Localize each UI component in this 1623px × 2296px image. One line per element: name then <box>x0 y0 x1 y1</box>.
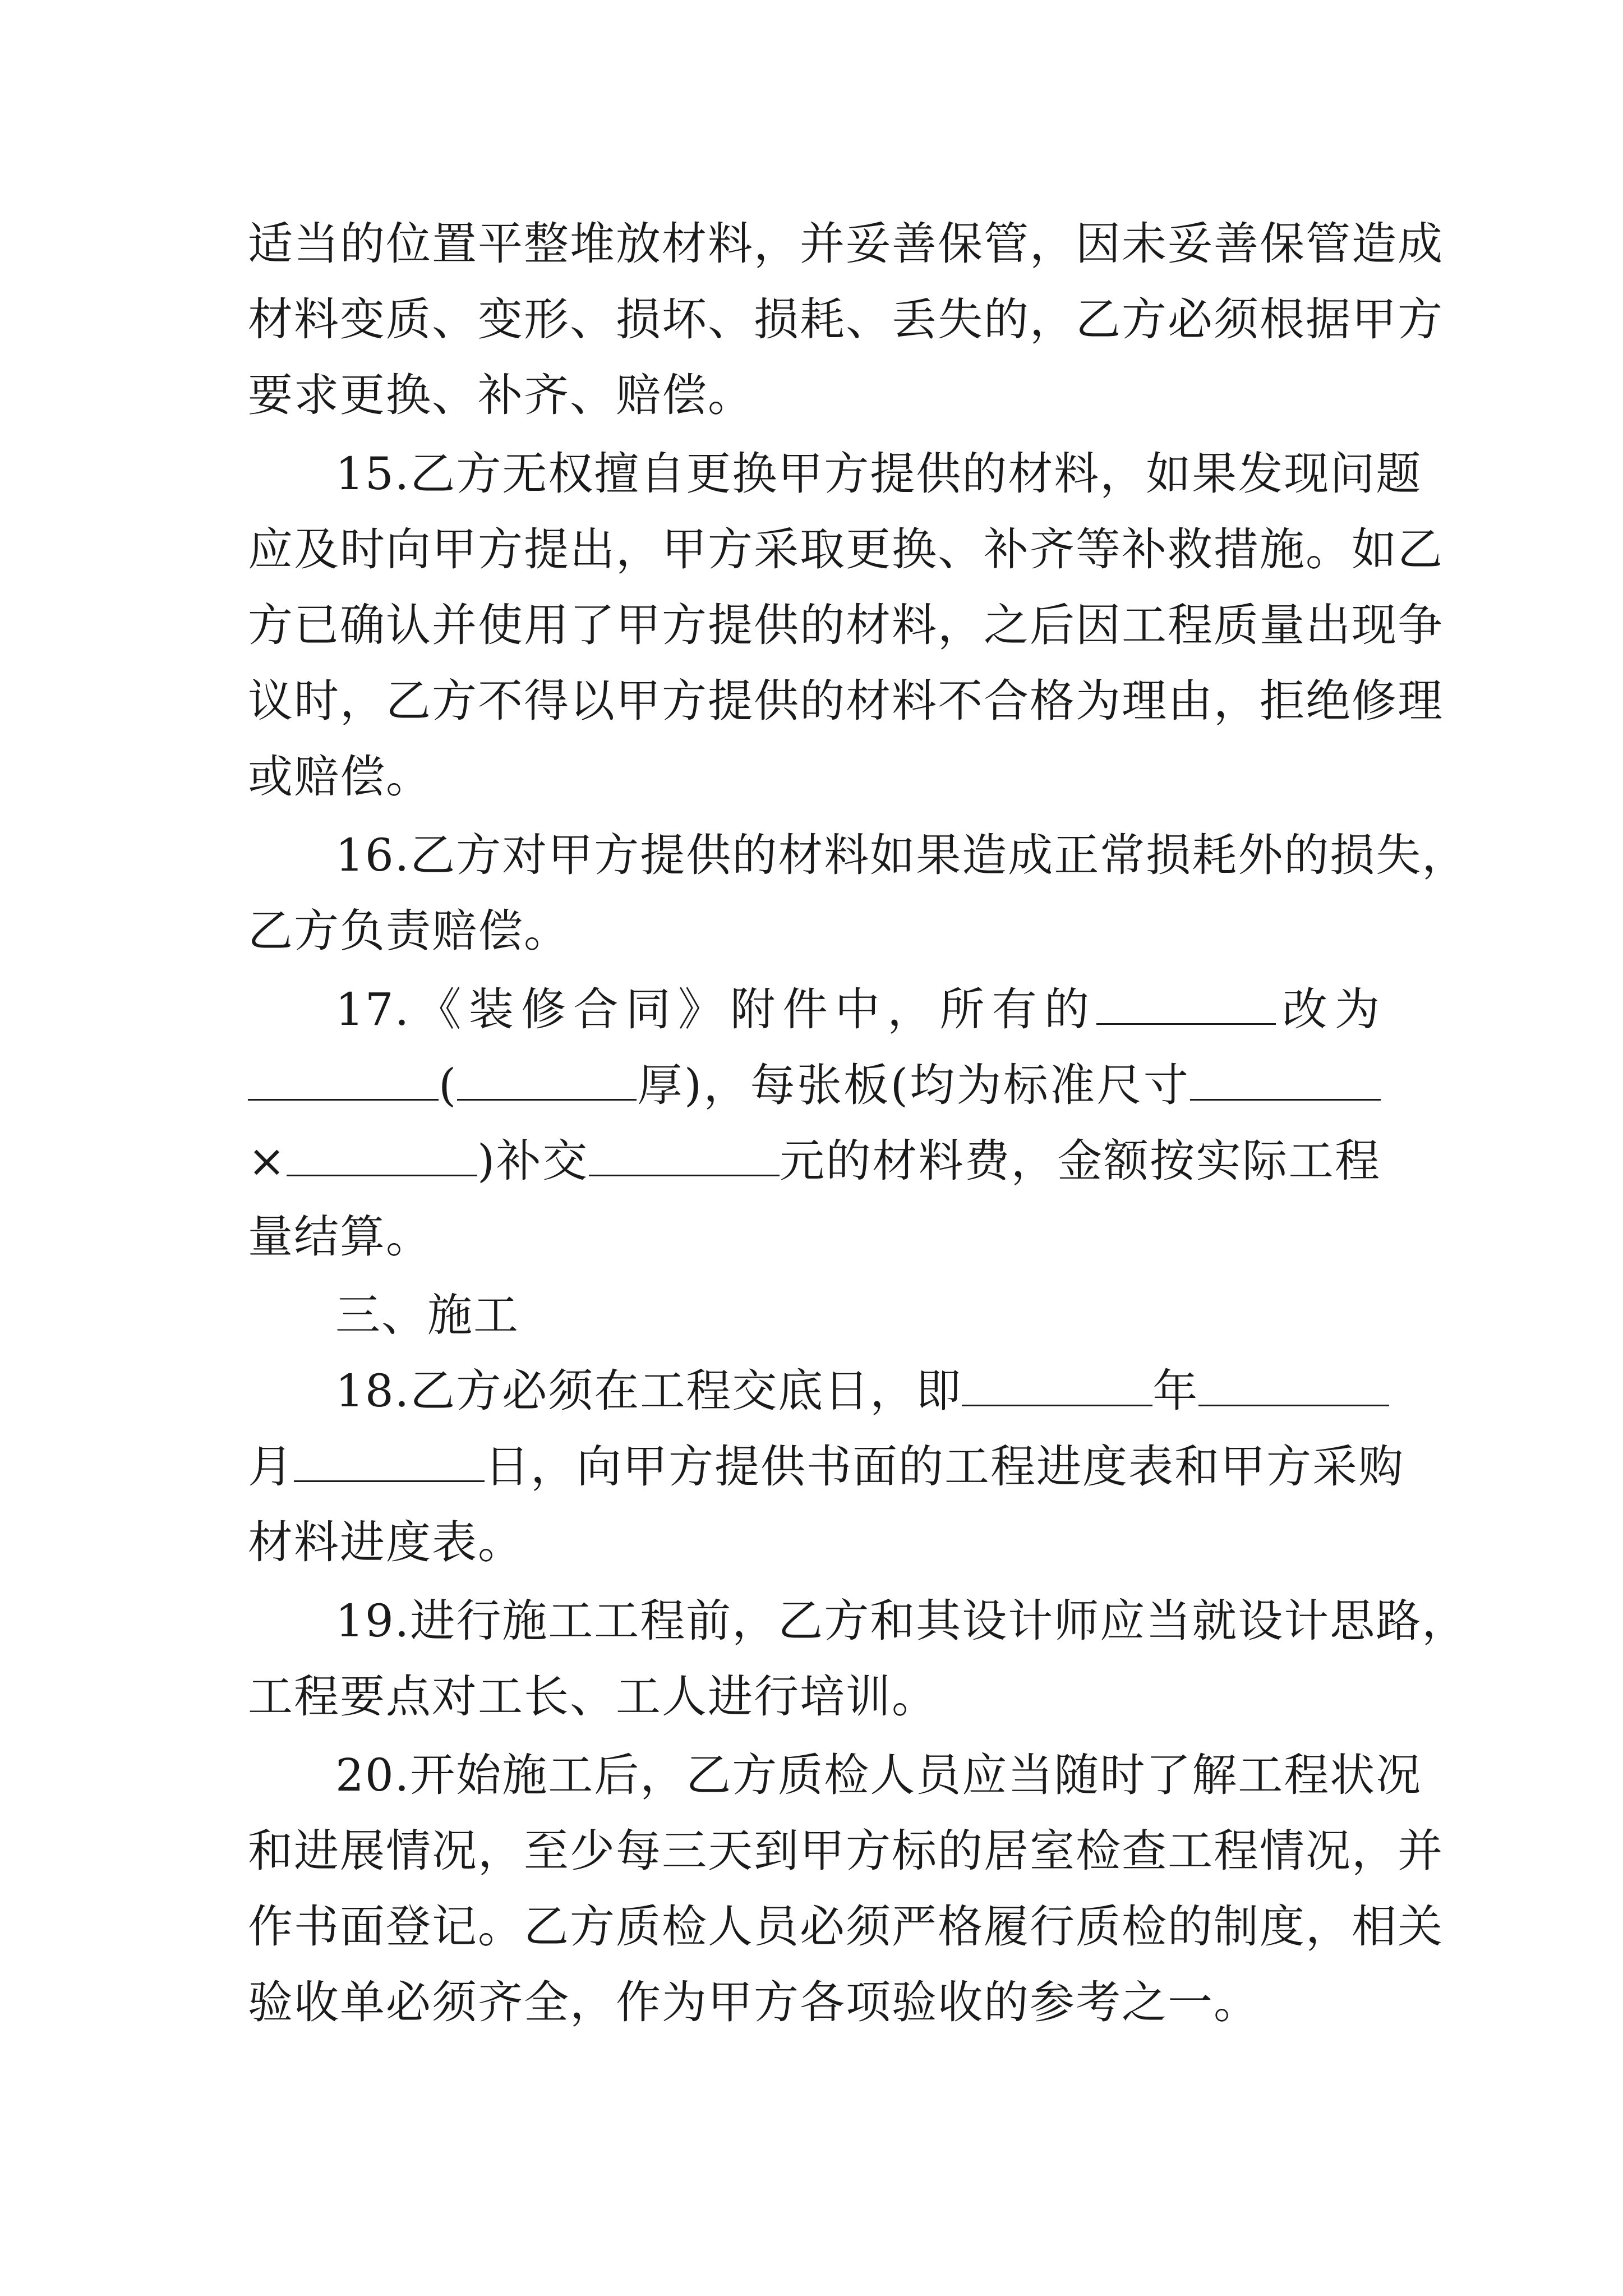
clause-17-line <box>248 1128 1381 1195</box>
clause-18-text: 年 <box>1152 1365 1199 1417</box>
clause-18-text: 18.乙方必须在工程交底日，即 <box>335 1365 962 1417</box>
clause-20-line: 20.开始施工后，乙方质检人员应当随时了解工程状况 <box>335 1749 1422 1801</box>
clause-17-line <box>335 976 1381 1043</box>
paragraph-line: 乙方负责赔偿。 <box>248 905 570 957</box>
fill-in-blank[interactable] <box>294 1440 485 1482</box>
paragraph-line: 材料变质、变形、损坏、损耗、丢失的，乙方必须根据甲方 <box>248 293 1444 346</box>
clause-18-text: 日，向甲方提供书面的工程进度表和甲方采购 <box>485 1441 1404 1493</box>
fill-in-blank[interactable] <box>1198 1364 1389 1406</box>
paragraph-line: 要求更换、补齐、赔偿。 <box>248 369 754 421</box>
clause-18-line <box>248 1433 1404 1501</box>
fill-in-blank[interactable] <box>589 1134 780 1176</box>
paragraph-line: 作书面登记。乙方质检人员必须严格履行质检的制度，相关 <box>248 1901 1444 1953</box>
paragraph-line: 应及时向甲方提出，甲方采取更换、补齐等补救措施。如乙 <box>248 523 1444 576</box>
section-heading: 三、施工 <box>335 1289 519 1341</box>
paragraph-line: 量结算。 <box>248 1211 432 1263</box>
paragraph-line: 或赔偿。 <box>248 751 432 803</box>
fill-in-blank[interactable] <box>1190 1059 1381 1101</box>
paragraph-line: 方已确认并使用了甲方提供的材料，之后因工程质量出现争 <box>248 599 1444 651</box>
fill-in-blank[interactable] <box>1096 983 1276 1025</box>
clause-15-line: 15.乙方无权擅自更换甲方提供的材料，如果发现问题 <box>335 448 1422 500</box>
clause-16-line: 16.乙方对甲方提供的材料如果造成正常损耗外的损失， <box>335 829 1468 881</box>
clause-17-text: ( <box>439 1059 458 1111</box>
clause-17-text: × <box>248 1135 287 1187</box>
paragraph-line: 适当的位置平整堆放材料，并妥善保管，因未妥善保管造成 <box>248 218 1444 270</box>
clause-17-text: 厚)，每张板(均为标准尺寸 <box>637 1059 1190 1111</box>
paragraph-line: 议时，乙方不得以甲方提供的材料不合格为理由，拒绝修理 <box>248 675 1444 727</box>
fill-in-blank[interactable] <box>248 1059 439 1101</box>
paragraph-line: 工程要点对工长、工人进行培训。 <box>248 1671 938 1723</box>
clause-19-line: 19.进行施工工程前，乙方和其设计师应当就设计思路， <box>335 1595 1468 1647</box>
fill-in-blank[interactable] <box>457 1059 637 1101</box>
paragraph-line: 和进展情况，至少每三天到甲方标的居室检查工程情况，并 <box>248 1825 1444 1877</box>
fill-in-blank[interactable] <box>287 1134 477 1176</box>
clause-18-line <box>335 1358 1381 1425</box>
clause-17-text: )补交 <box>477 1135 589 1187</box>
clause-17-text: 元的材料费，金额按实际工程 <box>779 1135 1381 1187</box>
clause-17-line <box>248 1052 1381 1119</box>
paragraph-line: 验收单必须齐全，作为甲方各项验收的参考之一。 <box>248 1976 1260 2028</box>
paragraph-line: 材料进度表。 <box>248 1516 524 1568</box>
clause-17-text: 17.《装修合同》附件中，所有的 <box>335 983 1097 1036</box>
fill-in-blank[interactable] <box>962 1364 1152 1406</box>
clause-18-text: 月 <box>248 1441 294 1493</box>
clause-17-text: 改为 <box>1276 983 1381 1036</box>
